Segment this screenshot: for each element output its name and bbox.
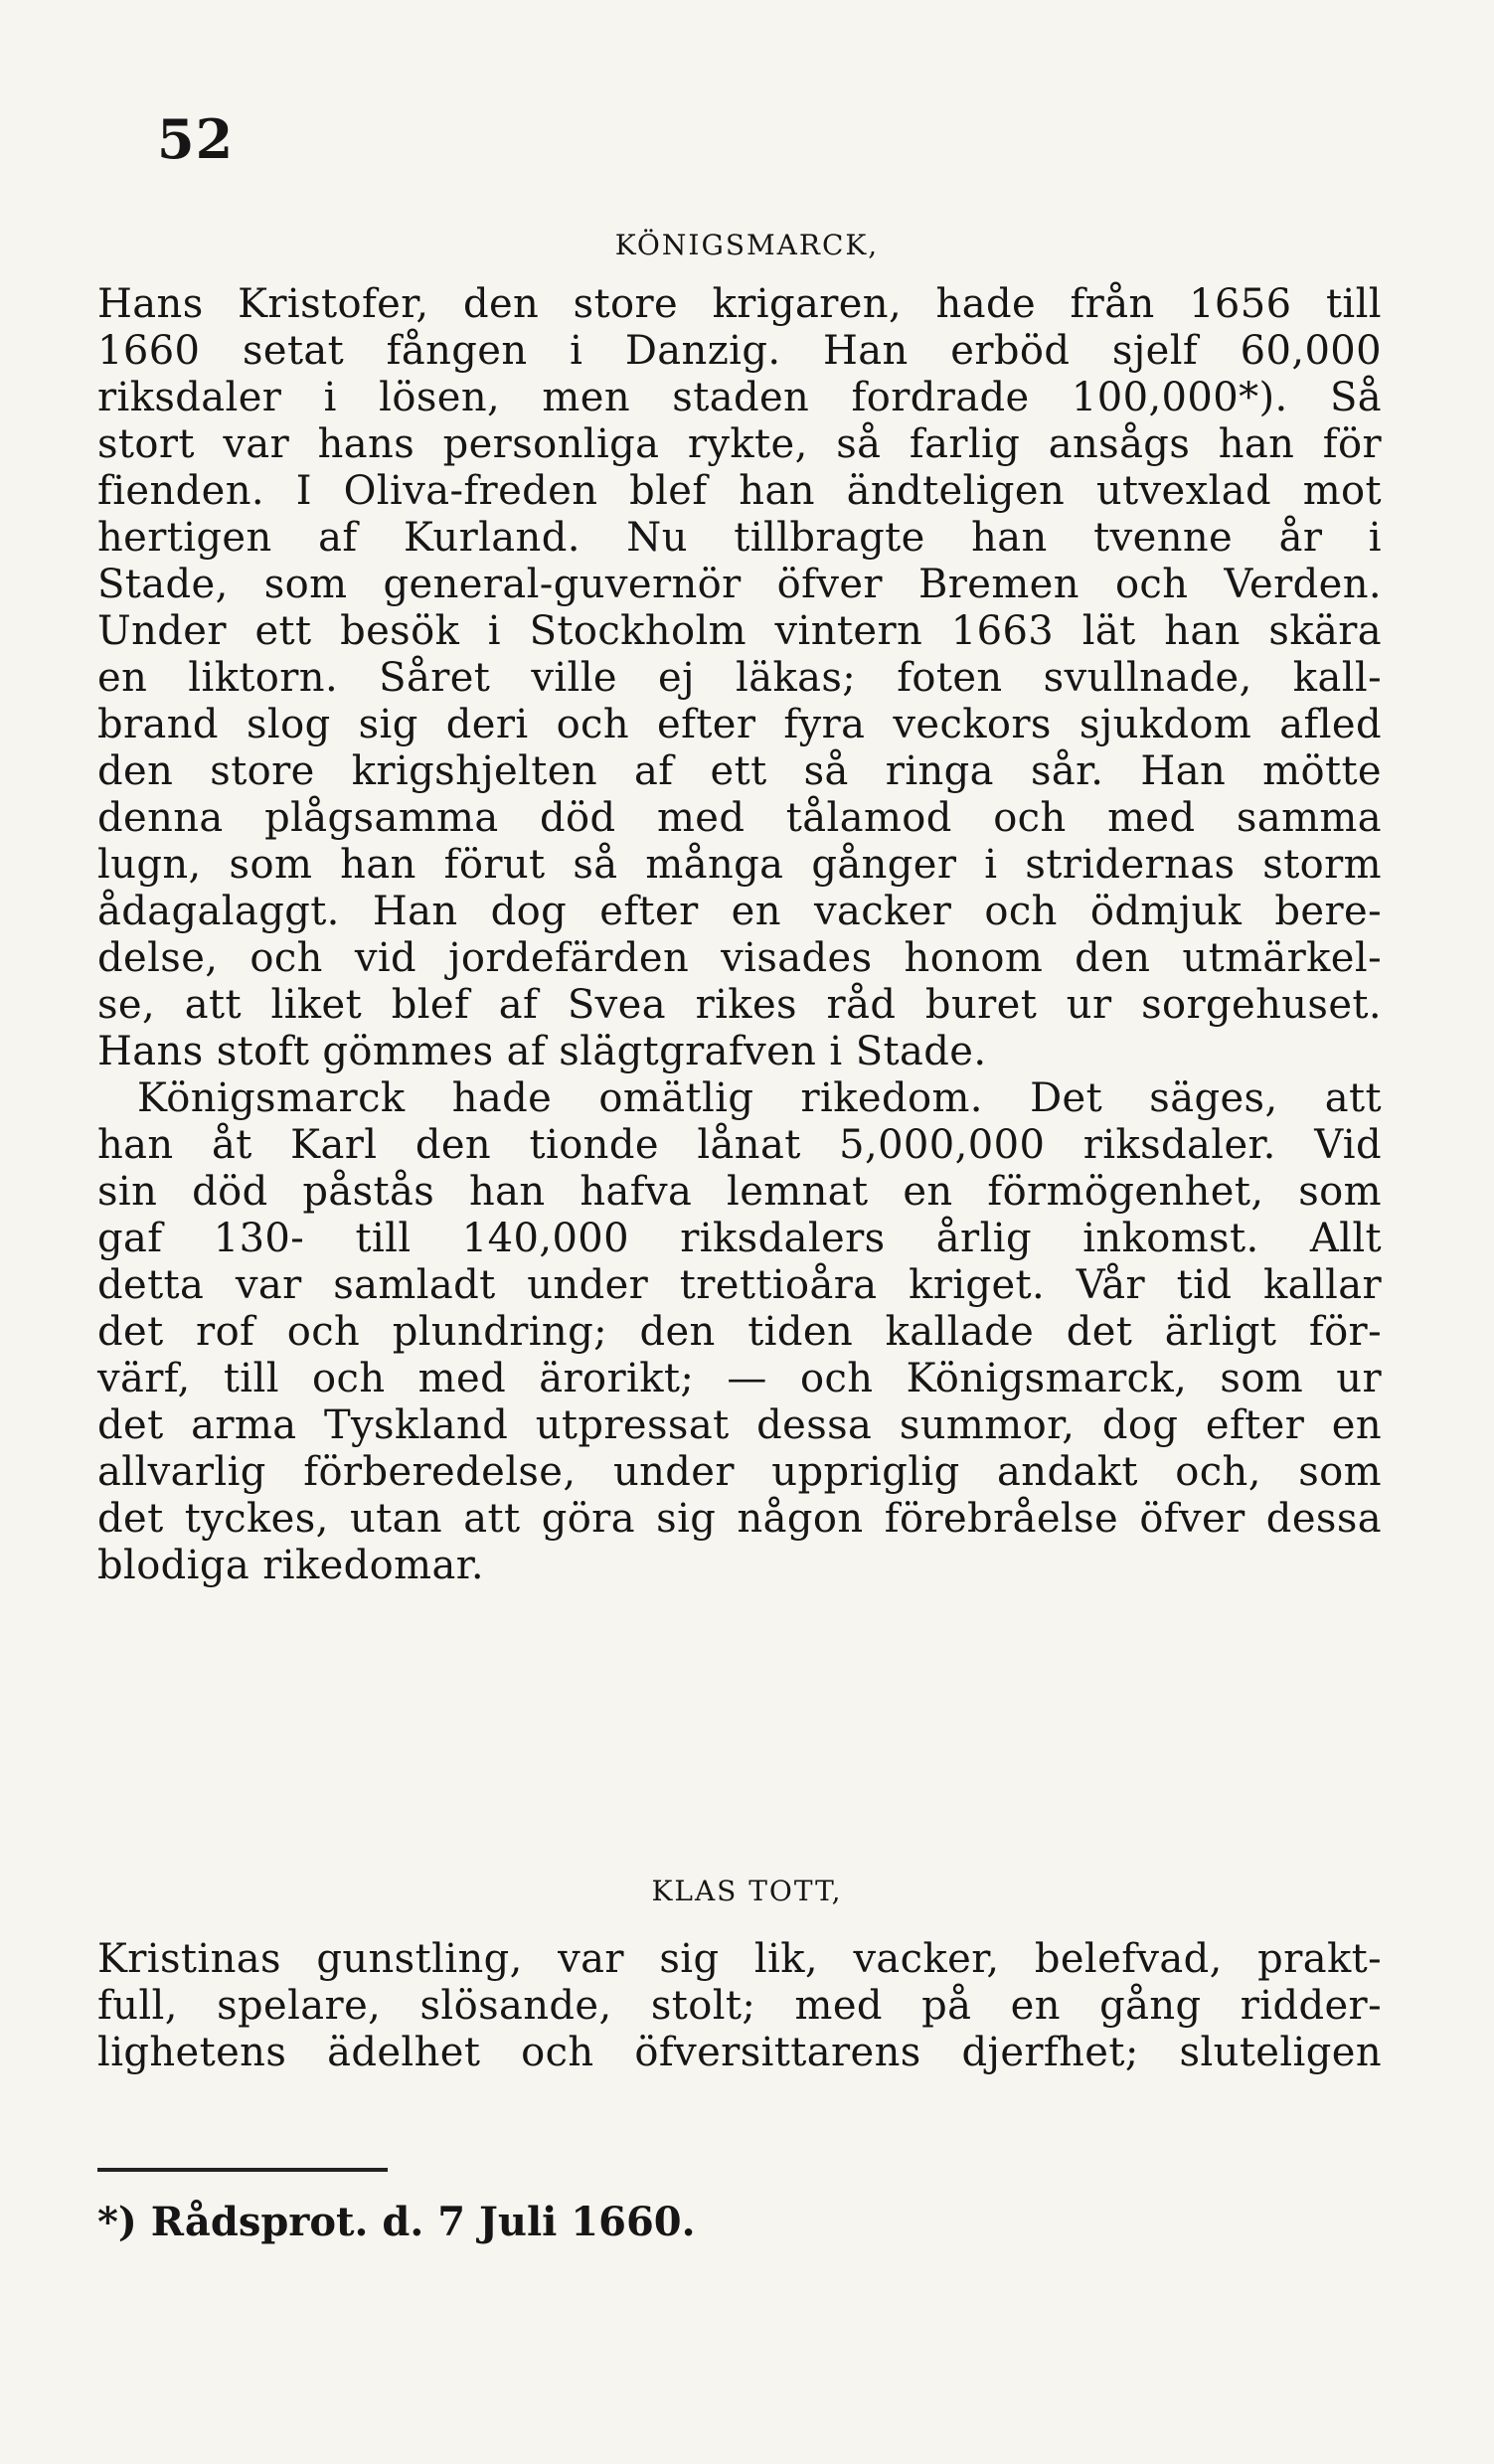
text-line: han åt Karl den tionde lånat 5,000,000 riksdaler. Vid — [97, 1122, 1382, 1168]
text-line: Hans stoft gömmes af slägtgrafven i Stade. — [97, 1029, 987, 1074]
footnote: *) Rådsprot. d. 7 Juli 1660. — [97, 2199, 696, 2245]
text-line: den store krigshjelten af ett så ringa sår. Han mötte — [97, 748, 1382, 794]
text-line: lugn, som han förut så många gånger i stridernas storm — [97, 842, 1382, 888]
text-line: Stade, som general-guvernör öfver Bremen och Verden. — [97, 562, 1382, 607]
text-line: 1660 setat fången i Danzig. Han erböd sjelf 60,000 — [97, 328, 1382, 374]
text-line: det rof och plundring; den tiden kallade det ärligt för- — [97, 1309, 1382, 1355]
text-line: fienden. I Oliva-freden blef han ändteligen utvexlad mot — [97, 468, 1382, 514]
text-line: detta var samladt under trettioåra kriget. Vår tid kallar — [97, 1262, 1382, 1308]
page-number: 52 — [157, 107, 235, 171]
text-line: allvarlig förberedelse, under uppriglig andakt och, som — [97, 1449, 1382, 1495]
section-heading-konigsmarck: KÖNIGSMARCK, — [614, 229, 880, 261]
text-line: hertigen af Kurland. Nu tillbragte han tvenne år i — [97, 515, 1382, 561]
text-line: lighetens ädelhet och öfversittarens djerfhet; sluteligen — [97, 2030, 1382, 2075]
text-line: det arma Tyskland utpressat dessa summor, dog efter en — [97, 1402, 1382, 1448]
text-line: ådagalaggt. Han dog efter en vacker och ödmjuk bere- — [97, 889, 1382, 934]
section-heading-klas-tott: KLAS TOTT, — [651, 1875, 843, 1907]
paragraph-klas-tott — [97, 1936, 1382, 2076]
text-line: se, att liket blef af Svea rikes råd buret ur sorgehuset. — [97, 982, 1382, 1028]
text-line: denna plågsamma död med tålamod och med samma — [97, 795, 1382, 841]
text-line: sin död påstås han hafva lemnat en förmögenhet, som — [97, 1169, 1382, 1215]
text-line: gaf 130- till 140,000 riksdalers årlig inkomst. Allt — [97, 1216, 1382, 1261]
text-line: Under ett besök i Stockholm vintern 1663 lät han skära — [97, 608, 1382, 654]
text-line: stort var hans personliga rykte, så farlig ansågs han för — [97, 421, 1382, 467]
text-line: brand slog sig deri och efter fyra veckors sjukdom afled — [97, 702, 1382, 747]
text-line: riksdaler i lösen, men staden fordrade 100,000*). Så — [97, 375, 1382, 420]
text-line: full, spelare, slösande, stolt; med på en gång ridder- — [97, 1983, 1382, 2029]
text-line: Kristinas gunstling, var sig lik, vacker, belefvad, prakt- — [97, 1936, 1382, 1982]
text-line: värf, till och med ärorikt; — och Königsmarck, som ur — [97, 1356, 1382, 1401]
text-line: Königsmarck hade omätlig rikedom. Det säges, att — [137, 1075, 1382, 1121]
text-line: Hans Kristofer, den store krigaren, hade från 1656 till — [97, 281, 1382, 327]
text-line: delse, och vid jordefärden visades honom den utmärkel- — [97, 935, 1382, 981]
paragraph-konigsmarck — [97, 281, 1382, 1589]
text-line: en liktorn. Såret ville ej läkas; foten svullnade, kall- — [97, 655, 1382, 701]
text-line: blodiga rikedomar. — [97, 1543, 484, 1588]
footnote-divider — [97, 2168, 388, 2172]
text-line: det tyckes, utan att göra sig någon förebråelse öfver dessa — [97, 1496, 1382, 1542]
